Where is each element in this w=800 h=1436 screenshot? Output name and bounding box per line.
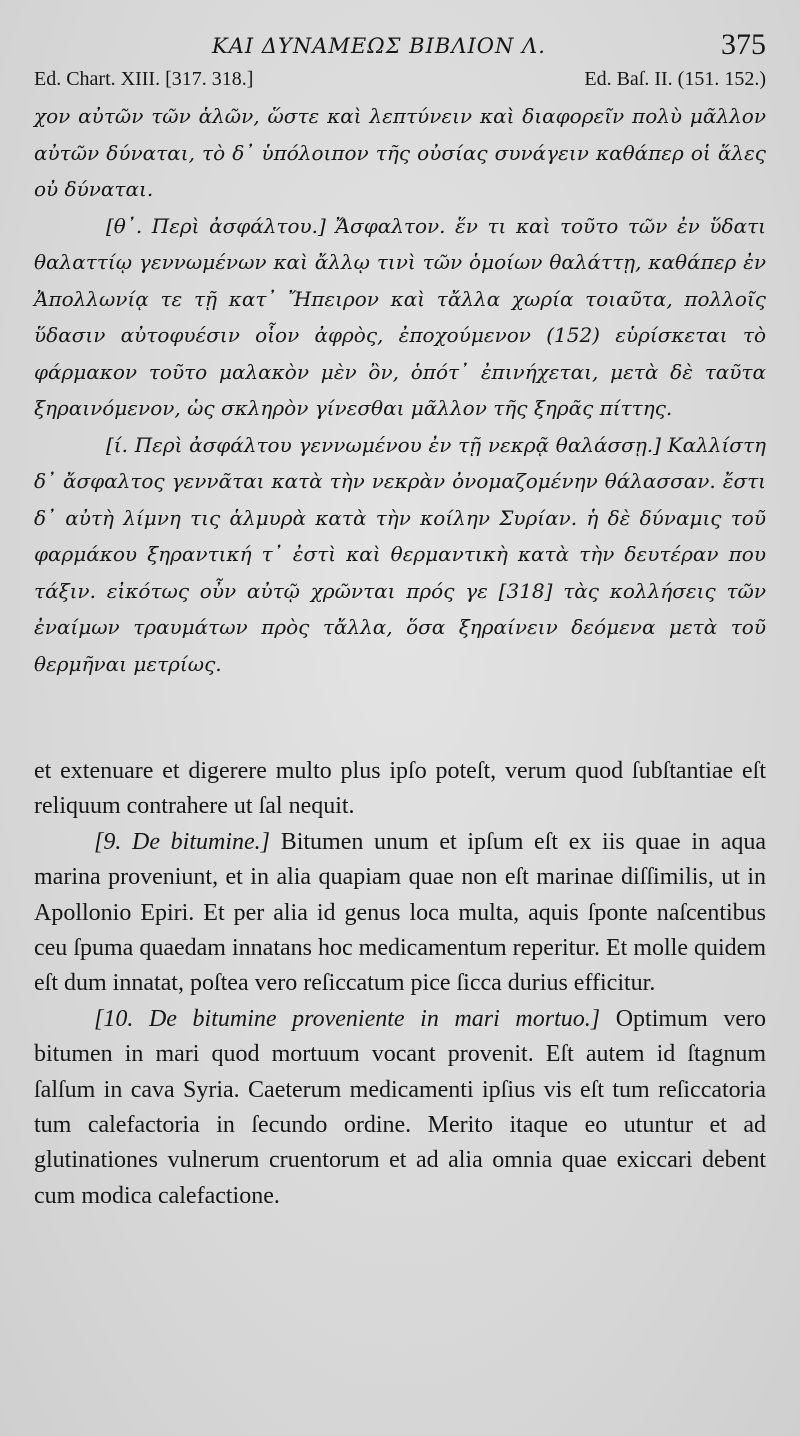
latin-paragraph-2 (34, 825, 766, 1002)
page-number: 375 (721, 28, 766, 61)
greek-text-block (34, 98, 766, 682)
latin-section-heading-10: [10. De bitumine proveniente in mari mortuo.] (94, 1005, 601, 1032)
greek-paragraph-1: χον αὐτῶν τῶν ἁλῶν, ὥστε καὶ λεπτύνειν καὶ διαφορεῖν πολὺ μᾶλλον αὐτῶν δύναται, τὸ δ᾽ ὑπόλοιπον τῆς οὐσίας συνάγειν καθάπερ οἱ ἅλες οὐ δύναται. (34, 104, 766, 201)
latin-paragraph-3 (34, 1002, 766, 1214)
edition-basel-reference: Ed. Baſ. II. (151. 152.) (584, 68, 766, 90)
latin-text-block (34, 754, 766, 1214)
greek-paragraph-3: [ί. Περὶ ἀσφάλτου γεννωμένου ἐν τῇ νεκρᾷ θαλάσσῃ.] Καλλίστη δ᾽ ἄσφαλτος γεννᾶται κατὰ τὴν νεκρὰν ὀνομαζομένην θάλασσαν. ἔστι δ᾽ αὐτὴ λίμνη τις ἁλμυρὰ κατὰ τὴν κοίλην Συρίαν. ἡ δὲ δύναμις τοῦ φαρμάκου ξηραντική τ᾽ ἐστὶ καὶ θερμαντικὴ κατὰ τὴν δευτέραν που τάξιν. εἰκότως οὖν αὐτῷ χρῶνται πρός γε [318] τὰς κολλήσεις τῶν ἐναίμων τραυμάτων πρὸς τἄλλα, ὅσα ξηραίνειν δεόμενα μετὰ τοῦ θερμῆναι μετρίως. (34, 432, 766, 676)
running-head (34, 28, 766, 68)
latin-section-heading-9: [9. De bitumine.] (94, 828, 271, 855)
latin-paragraph-1: et extenuare et digerere multo plus ipſo poteſt, verum quod ſubſtantiae eſt reliquum contrahere ut ſal nequit. (34, 758, 766, 820)
running-title: ΚΑΙ ΔΥΝΑΜΕΩΣ ΒΙΒΛΙΟΝ Λ. (212, 34, 546, 58)
edition-line (34, 68, 766, 98)
latin-paragraph-3-body: Optimum vero bitumen in mari quod mortuum vocant provenit. Eſt autem id ſtagnum ſalſum in cava Syria. Caeterum medicamenti ipſius vis eſt tum reſiccatoria tum calefactoria in ſecundo ordine. Merito itaque eo utuntur et ad glutinationes vulnerum cruentorum et ad alia omnia quae exiccari debent cum modica calefactione. (34, 1005, 766, 1209)
latin-paragraph-2-body: Bitumen unum et ipſum eſt ex iis quae in aqua marina proveniunt, et in alia quapiam quae non eſt marinae diſſimilis, ut in Apollonio Epiri. Et per alia id genus loca multa, aquis ſponte naſcentibus ceu ſpuma quaedam innatans hoc medicamentum reperitur. Et molle quidem eſt dum innatat, poſtea vero reſiccatum pice ſicca durius efficitur. (34, 828, 767, 997)
edition-chartier-reference: Ed. Chart. XIII. [317. 318.] (34, 68, 254, 90)
greek-paragraph-2: [θ᾽. Περὶ ἀσφάλτου.] Ἄσφαλτον. ἕν τι καὶ τοῦτο τῶν ἐν ὕδατι θαλαττίῳ γεννωμένων καὶ ἄλλῳ τινὶ τῶν ὁμοίων θαλάττῃ, καθάπερ ἐν Ἀπολλωνίᾳ τε τῇ κατ᾽ Ἤπειρον καὶ τἄλλα χωρία τοιαῦτα, πολλοῖς ὕδασιν αὐτοφυέσιν οἷον ἀφρὸς, ἐποχούμενον (152) εὑρίσκεται τὸ φάρμακον τοῦτο μαλακὸν μὲν ὂν, ὁπότ᾽ ἐπινήχεται, μετὰ δὲ ταῦτα ξηραινόμενον, ὡς σκληρὸν γίνεσθαι μᾶλλον τῆς ξηρᾶς πίττης. (34, 213, 766, 420)
